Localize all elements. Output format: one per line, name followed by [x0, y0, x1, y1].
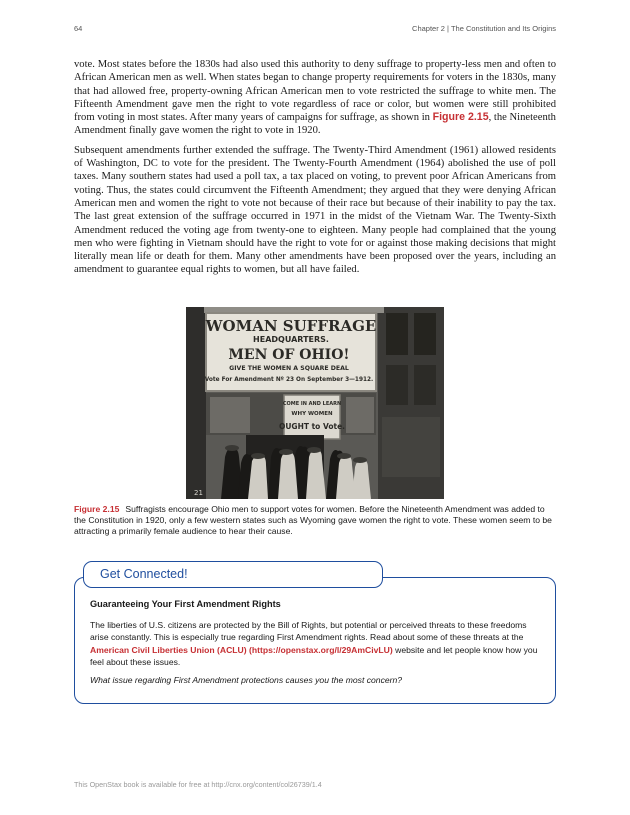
body-text	[74, 58, 556, 283]
chapter-title: Chapter 2 | The Constitution and Its Origins	[412, 24, 556, 33]
page-header	[74, 24, 556, 36]
suffrage-photo	[186, 307, 444, 499]
paragraph-1	[74, 58, 556, 138]
door-sign-line-1: COME IN AND LEARN	[282, 401, 342, 407]
get-connected-content	[90, 598, 542, 691]
get-connected-tab: Get Connected!	[83, 561, 383, 588]
door-sign-line-3: OUGHT to Vote.	[278, 422, 346, 431]
aclu-link[interactable]: American Civil Liberties Union (ACLU) (https://openstax.org/l/29AmCivLU)	[90, 644, 393, 655]
paragraph-1-text-b: , the Nineteenth Amendment finally gave women the right to vote in 1920.	[74, 112, 556, 137]
door-sign-line-2: WHY WOMEN	[291, 411, 333, 417]
sign-line-1: WOMAN SUFFRAGE	[205, 317, 377, 335]
page-number: 64	[74, 24, 83, 33]
sign-line-5: Vote For Amendment Nº 23 On September 3—1912.	[204, 377, 374, 383]
get-connected-question: What issue regarding First Amendment protections causes you the most concern?	[90, 674, 403, 685]
paragraph-2: Subsequent amendments further extended the suffrage. The Twenty-Third Amendment (1961) allowed residents of Washington, DC to vote for the president. The Twenty-Fourth Amendment (1964) abolished the use of poll taxes. Many southern states had used a poll tax, a tax placed on voting, to prevent poor African Americans from voting. Thus, the states could circumvent the Fifteenth Amendment; they argued that they were denying African American men and women the right to vote not because of their race but because of their inability to pay the tax. The last great extension of the suffrage occurred in 1971 in the midst of the Vietnam War. The Twenty-Sixth Amendment reduced the voting age from twenty-one to eighteen. Many people had complained that the young men who were fighting in Vietnam should have the right to vote for or against those making decisions that might literally mean life or death for them. Many other amendments have been proposed over the years, including an amendment to guarantee equal rights to women, but all have failed.	[74, 144, 556, 276]
sign-line-4: GIVE THE WOMEN A SQUARE DEAL	[229, 365, 349, 372]
sign-line-3: MEN OF OHIO!	[228, 347, 350, 363]
photo-plate-number: 21	[194, 489, 203, 497]
get-connected-text-b: website and let people know how you feel about these issues.	[90, 644, 538, 667]
get-connected-paragraph	[90, 619, 542, 669]
figure-caption-text: Suffragists encourage Ohio men to support votes for women. Before the Nineteenth Amendment was added to the Constitution in 1920, only a few western states such as Wyoming gave women the right to vote. These women seem to be attracting a primarily female audience to hear their cause.	[74, 504, 552, 536]
sign-line-2: HEADQUARTERS.	[253, 335, 329, 344]
figure-caption	[74, 504, 556, 537]
get-connected-heading: Guaranteeing Your First Amendment Rights	[90, 599, 281, 609]
figure-reference-link[interactable]: Figure 2.15	[432, 111, 489, 124]
page-footer: This OpenStax book is available for free at http://cnx.org/content/col26739/1.4	[74, 780, 322, 789]
paragraph-1-text-a: vote. Most states before the 1830s had also used this authority to deny suffrage to property-less men and often to African American men as well. When states began to change property requirements for voters in the 1830s, many that had allowed free, property-owning African American men to vote restricted the suffrage to white men. The Fifteenth Amendment gave men the right to vote regardless of race or color, but women were still prohibited from voting in most states. After many years of campaigns for suffrage, as shown in	[74, 59, 556, 124]
get-connected-text-a: The liberties of U.S. citizens are protected by the Bill of Rights, but potential or perceived threats to these freedoms arise constantly. This is especially true regarding First Amendment rights. Read about some of these threats at the	[90, 619, 527, 642]
figure-label: Figure 2.15	[74, 504, 120, 514]
